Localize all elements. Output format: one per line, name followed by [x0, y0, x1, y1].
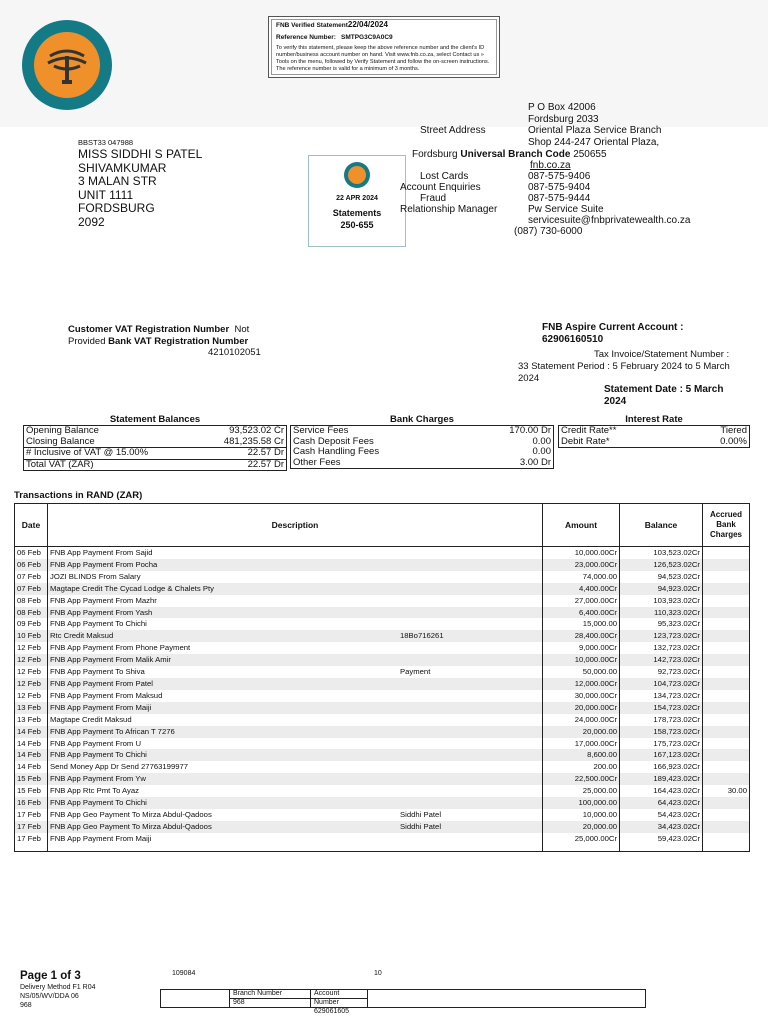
footer-number-1: 109084 [172, 970, 196, 977]
balance-label: Closing Balance [26, 435, 95, 447]
address-line: 2092 [78, 214, 105, 229]
stamp-label: Statements [332, 208, 382, 218]
tx-date: 17 Feb [15, 809, 48, 821]
tx-balance: 164,423.02Cr [620, 785, 703, 797]
interest-title: Interest Rate [625, 414, 683, 425]
tx-description [48, 678, 543, 690]
tx-description-text: FNB App Geo Payment To Mirza Abdul-Qadoos [50, 821, 212, 831]
account-number-label: Account [311, 990, 368, 999]
tx-accrued-charges [703, 607, 750, 619]
table-row [15, 797, 750, 809]
balance-value: 481,235.58 Cr [223, 435, 284, 447]
tx-description [48, 773, 543, 785]
branch-number-label: Branch Number [230, 990, 311, 999]
tx-description-text: FNB App Payment To Chichi [50, 619, 147, 629]
tx-balance: 92,723.02Cr [620, 666, 703, 678]
balance-value: 22.57 Dr [247, 458, 284, 470]
tx-accrued-charges [703, 559, 750, 571]
website-link[interactable]: fnb.co.za [530, 160, 571, 171]
tx-amount: 17,000.00Cr [543, 738, 620, 750]
interest-value: Tiered [720, 425, 747, 436]
footer-account-number: 629061605 [314, 1008, 350, 1015]
verified-title: FNB Verified Statement [276, 22, 348, 29]
tx-balance: 94,923.02Cr [620, 583, 703, 595]
tx-balance: 142,723.02Cr [620, 654, 703, 666]
charges-table [290, 425, 554, 469]
tx-amount: 20,000.00 [543, 821, 620, 833]
street-line-1: Oriental Plaza Service Branch [528, 125, 662, 136]
tx-description-text: FNB App Payment From Maiji [50, 833, 152, 843]
delivery-method: Delivery Method F1 R04 [20, 984, 96, 991]
branch-code-label: Universal Branch Code [460, 149, 571, 160]
verified-statement-box [268, 16, 500, 78]
tx-amount: 25,000.00 [543, 785, 620, 797]
tx-description [48, 797, 543, 809]
tx-date: 14 Feb [15, 749, 48, 761]
client-codes: BBST33 047988 [78, 138, 134, 147]
tx-description [48, 833, 543, 845]
table-row [15, 761, 750, 773]
tx-accrued-charges [703, 654, 750, 666]
balances-title: Statement Balances [109, 414, 201, 425]
table-row [15, 559, 750, 571]
tx-balance: 103,923.02Cr [620, 595, 703, 607]
tx-accrued-charges [703, 809, 750, 821]
tx-accrued-charges [703, 797, 750, 809]
account-number: 62906160510 [542, 334, 604, 345]
customer-vat-value: Not [234, 324, 250, 335]
fraud-number: 087-575-9444 [528, 193, 591, 204]
tx-amount: 27,000.00Cr [543, 595, 620, 607]
tx-balance: 158,723.02Cr [620, 726, 703, 738]
tx-accrued-charges [703, 773, 750, 785]
tx-description-text: FNB App Payment From Maiji [50, 702, 152, 712]
tx-date: 14 Feb [15, 738, 48, 750]
spacer-cell [620, 845, 703, 852]
table-row [15, 690, 750, 702]
tx-reference: Payment [400, 667, 431, 677]
footer-code: 968 [20, 1002, 32, 1009]
relationship-manager-label: Relationship Manager [400, 204, 498, 215]
charge-value: 3.00 Dr [519, 456, 551, 468]
tx-balance: 154,723.02Cr [620, 702, 703, 714]
tx-amount: 100,000.00 [543, 797, 620, 809]
interest-label: Credit Rate** [561, 425, 617, 436]
statement-period: 33 Statement Period : 5 February 2024 to 5 March [518, 361, 730, 372]
tx-date: 07 Feb [15, 571, 48, 583]
table-row [15, 583, 750, 595]
service-phone: (087) 730-6000 [514, 226, 583, 237]
tx-description-text: FNB App Payment To Shiva [50, 667, 145, 677]
tx-description-text: FNB App Payment To Chichi [50, 798, 147, 808]
service-email[interactable]: servicesuite@fnbprivatewealth.co.za [528, 215, 691, 226]
tx-balance: 104,723.02Cr [620, 678, 703, 690]
tx-accrued-charges [703, 666, 750, 678]
tx-description-text: FNB App Rtc Pmt To Ayaz [50, 786, 140, 796]
tx-description-text: FNB App Payment From Mazhr [50, 595, 157, 605]
tx-balance: 94,523.02Cr [620, 571, 703, 583]
tx-balance: 103,523.02Cr [620, 547, 703, 559]
balance-label: Total VAT (ZAR) [26, 458, 94, 470]
tx-amount: 200.00 [543, 761, 620, 773]
tx-description-text: FNB App Payment To African T 7276 [50, 726, 175, 736]
statement-stamp [308, 155, 406, 247]
account-enquiries-label: Account Enquiries [400, 182, 481, 193]
table-row [15, 666, 750, 678]
tx-accrued-charges [703, 761, 750, 773]
spacer-cell [543, 845, 620, 852]
tx-accrued-charges [703, 738, 750, 750]
footer-number-2: 10 [374, 970, 382, 977]
lost-cards-number: 087-575-9406 [528, 171, 591, 182]
tx-amount: 9,000.00Cr [543, 642, 620, 654]
tx-description [48, 821, 543, 833]
tx-description [48, 726, 543, 738]
tx-amount: 20,000.00 [543, 726, 620, 738]
tx-balance: 132,723.02Cr [620, 642, 703, 654]
tx-accrued-charges [703, 583, 750, 595]
charges-title: Bank Charges [390, 414, 454, 425]
table-row [15, 749, 750, 761]
tx-description [48, 738, 543, 750]
table-row [15, 833, 750, 845]
transactions-body [15, 547, 750, 852]
tx-date: 15 Feb [15, 773, 48, 785]
customer-vat-provided: Provided [68, 335, 106, 347]
tx-description-text: FNB App Payment From Patel [50, 678, 153, 688]
charge-label: Cash Deposit Fees [293, 435, 374, 447]
tx-date: 08 Feb [15, 607, 48, 619]
tx-balance: 110,323.02Cr [620, 607, 703, 619]
po-city: Fordsburg 2033 [528, 114, 599, 125]
tx-date: 12 Feb [15, 642, 48, 654]
tx-accrued-charges: 30.00 [703, 785, 750, 797]
tx-description-text: Send Money App Dr Send 27763199977 [50, 762, 189, 772]
tx-description [48, 607, 543, 619]
tx-amount: 10,000.00Cr [543, 547, 620, 559]
tx-amount: 74,000.00 [543, 571, 620, 583]
address-line: MISS SIDDHI S PATEL [78, 147, 203, 161]
relationship-manager: Pw Service Suite [528, 204, 604, 215]
bank-vat-number: 4210102051 [208, 347, 261, 358]
table-row [15, 785, 750, 797]
table-row [15, 714, 750, 726]
tx-amount: 10,000.00Cr [543, 654, 620, 666]
branch-number-value: 968 [230, 999, 311, 1008]
tx-description-text: FNB App Payment From Malik Amir [50, 655, 171, 665]
city-prefix: Fordsburg [412, 149, 458, 160]
street-label: Street Address [420, 125, 486, 136]
table-row [15, 702, 750, 714]
tx-date: 12 Feb [15, 690, 48, 702]
tx-accrued-charges [703, 678, 750, 690]
tx-description [48, 583, 543, 595]
stamp-date: 22 APR 2024 [336, 195, 378, 202]
tx-amount: 4,400.00Cr [543, 583, 620, 595]
tx-description-text: Magtape Credit Maksud [50, 714, 132, 724]
interest-value: 0.00% [720, 435, 747, 447]
tx-accrued-charges [703, 642, 750, 654]
tx-description [48, 785, 543, 797]
tx-date: 17 Feb [15, 821, 48, 833]
transactions-title: Transactions in RAND (ZAR) [14, 490, 143, 501]
address-line: SHIVAMKUMAR [78, 160, 167, 175]
table-row [15, 630, 750, 642]
address-line: UNIT 1111 [78, 187, 134, 202]
tx-description [48, 559, 543, 571]
tx-date: 17 Feb [15, 833, 48, 845]
tx-date: 06 Feb [15, 547, 48, 559]
table-row [15, 547, 750, 559]
tx-amount: 6,400.00Cr [543, 607, 620, 619]
date-header: Date [15, 504, 48, 547]
address-line: 3 MALAN STR [78, 174, 157, 188]
tx-accrued-charges [703, 833, 750, 845]
tx-reference: 18Bo716261 [400, 631, 444, 641]
spacer-cell [48, 845, 543, 852]
balance-value: 93,523.02 Cr [229, 425, 284, 436]
fnb-logo [22, 20, 112, 110]
tx-description-text: Magtape Credit The Cycad Lodge & Chalets Pty [50, 583, 214, 593]
tx-description-text: FNB App Payment To Chichi [50, 750, 147, 760]
tx-description-text: FNB App Payment From Yw [50, 774, 146, 784]
tx-amount: 8,600.00 [543, 749, 620, 761]
tx-date: 09 Feb [15, 618, 48, 630]
charge-value: 0.00 [532, 446, 551, 458]
tx-balance: 64,423.02Cr [620, 797, 703, 809]
tx-description [48, 595, 543, 607]
tx-reference: Siddhi Patel [400, 821, 442, 831]
spacer-cell [15, 845, 48, 852]
bank-vat-label: Bank VAT Registration Number [108, 335, 249, 347]
tx-date: 12 Feb [15, 666, 48, 678]
reference-number: SMTPG3C9A0C9 [340, 33, 393, 41]
tx-description [48, 666, 543, 678]
tx-amount: 15,000.00 [543, 618, 620, 630]
table-row [15, 607, 750, 619]
verify-instructions: To verify this statement, please keep the above reference number and the client's ID number/business account number on hand. Visit www.fnb.co.za, select Contact us » Tools on the menu, followed by Verify Statement and follow the on-screen instructions. The reference number is valid for a minimum of 3 months. [276, 45, 490, 72]
account-enquiries-number: 087-575-9404 [528, 182, 591, 193]
spacer-cell [703, 845, 750, 852]
balance-value: 22.57 Dr [247, 447, 284, 459]
tx-description [48, 547, 543, 559]
charge-label: Service Fees [293, 425, 349, 436]
table-row [15, 642, 750, 654]
table-row [15, 595, 750, 607]
tx-description [48, 714, 543, 726]
account-number-label-2: Number [311, 999, 368, 1008]
tx-description [48, 749, 543, 761]
interest-label: Debit Rate* [561, 435, 610, 447]
table-row [15, 571, 750, 583]
description-header: Description [48, 504, 543, 547]
fraud-label: Fraud [420, 193, 447, 204]
statement-date: Statement Date : 5 March [604, 384, 724, 395]
street-line-2: Shop 244-247 Oriental Plaza, [528, 137, 660, 148]
table-row [15, 726, 750, 738]
tx-accrued-charges [703, 571, 750, 583]
branch-code: 250655 [573, 149, 607, 160]
tx-accrued-charges [703, 821, 750, 833]
table-row [15, 654, 750, 666]
balance-header: Balance [620, 504, 703, 547]
tx-description-text: FNB App Payment From Pocha [50, 559, 158, 569]
lost-cards-label: Lost Cards [420, 171, 469, 182]
charge-label: Cash Handling Fees [293, 446, 380, 458]
table-row [15, 809, 750, 821]
customer-vat-label: Customer VAT Registration Number [68, 324, 230, 335]
transactions-table [14, 503, 750, 852]
tx-date: 16 Feb [15, 797, 48, 809]
tx-description-text: Rtc Credit Maksud [50, 631, 114, 641]
tx-description-text: FNB App Payment From Maksud [50, 690, 163, 700]
tx-balance: 175,723.02Cr [620, 738, 703, 750]
statement-date-year: 2024 [604, 396, 627, 407]
tx-description [48, 809, 543, 821]
accrued-charges-header: Accrued Bank Charges [703, 504, 750, 547]
tx-reference: Siddhi Patel [400, 809, 442, 819]
stamp-number: 250-655 [340, 220, 374, 230]
tx-amount: 30,000.00Cr [543, 690, 620, 702]
tx-description-text: JOZI BLINDS From Salary [50, 571, 141, 581]
tx-balance: 34,423.02Cr [620, 821, 703, 833]
tx-amount: 10,000.00 [543, 809, 620, 821]
branch-row [412, 149, 607, 160]
tx-description-text: FNB App Payment From U [50, 738, 141, 748]
interest-table [558, 425, 750, 448]
tx-accrued-charges [703, 618, 750, 630]
balance-label: Opening Balance [26, 425, 99, 436]
ns-code: NS/05/WV/DDA 06 [20, 993, 79, 1000]
tx-amount: 25,000.00Cr [543, 833, 620, 845]
verified-date: 22/04/2024 [347, 20, 388, 29]
charge-value: 170.00 Dr [509, 425, 551, 436]
table-spacer-row [15, 845, 750, 852]
tx-accrued-charges [703, 547, 750, 559]
tx-accrued-charges [703, 702, 750, 714]
tx-accrued-charges [703, 714, 750, 726]
table-row [15, 773, 750, 785]
tx-accrued-charges [703, 630, 750, 642]
tx-description-text: FNB App Geo Payment To Mirza Abdul-Qadoos [50, 809, 212, 819]
balances-table [23, 425, 287, 471]
tx-description-text: FNB App Payment From Sajid [50, 548, 153, 557]
table-row [15, 678, 750, 690]
tx-date: 13 Feb [15, 714, 48, 726]
tx-date: 10 Feb [15, 630, 48, 642]
tx-date: 08 Feb [15, 595, 48, 607]
tx-date: 14 Feb [15, 726, 48, 738]
tx-description [48, 702, 543, 714]
stamp-logo-icon [344, 162, 370, 188]
balance-label: # Inclusive of VAT @ 15.00% [26, 447, 149, 459]
tx-date: 07 Feb [15, 583, 48, 595]
table-row [15, 618, 750, 630]
tx-balance: 134,723.02Cr [620, 690, 703, 702]
tx-accrued-charges [703, 726, 750, 738]
tx-description [48, 630, 543, 642]
table-row [15, 738, 750, 750]
tx-accrued-charges [703, 749, 750, 761]
tx-description [48, 618, 543, 630]
tax-invoice-label: Tax Invoice/Statement Number : [594, 349, 730, 360]
tx-description-text: FNB App Payment From Phone Payment [50, 643, 191, 653]
tx-amount: 50,000.00 [543, 666, 620, 678]
reference-label: Reference Number: [276, 33, 336, 41]
amount-header: Amount [543, 504, 620, 547]
tx-amount: 22,500.00Cr [543, 773, 620, 785]
tx-accrued-charges [703, 690, 750, 702]
tx-date: 06 Feb [15, 559, 48, 571]
client-address [78, 148, 202, 229]
tx-description [48, 571, 543, 583]
footer-table [160, 989, 646, 1008]
tx-accrued-charges [703, 595, 750, 607]
tx-balance: 59,423.02Cr [620, 833, 703, 845]
charge-value: 0.00 [532, 435, 551, 447]
charge-label: Other Fees [293, 456, 341, 468]
address-line: FORDSBURG [78, 201, 155, 215]
po-box: P O Box 42006 [528, 102, 596, 113]
tx-balance: 95,323.02Cr [620, 618, 703, 630]
tx-description [48, 654, 543, 666]
tx-balance: 126,523.02Cr [620, 559, 703, 571]
tx-date: 13 Feb [15, 702, 48, 714]
tree-icon [34, 32, 100, 98]
account-name: FNB Aspire Current Account : [542, 322, 684, 333]
tx-amount: 24,000.00Cr [543, 714, 620, 726]
tx-date: 14 Feb [15, 761, 48, 773]
page-indicator: Page 1 of 3 [20, 970, 81, 982]
tx-amount: 23,000.00Cr [543, 559, 620, 571]
tx-description [48, 761, 543, 773]
tx-balance: 54,423.02Cr [620, 809, 703, 821]
tx-date: 15 Feb [15, 785, 48, 797]
tx-description [48, 642, 543, 654]
tx-date: 12 Feb [15, 654, 48, 666]
tx-amount: 20,000.00Cr [543, 702, 620, 714]
tx-balance: 167,123.02Cr [620, 749, 703, 761]
tx-description-text: FNB App Payment From Yash [50, 607, 153, 617]
tx-balance: 189,423.02Cr [620, 773, 703, 785]
tx-amount: 12,000.00Cr [543, 678, 620, 690]
tx-description [48, 690, 543, 702]
vat-info [68, 324, 249, 347]
statement-period-year: 2024 [518, 373, 540, 384]
tx-balance: 178,723.02Cr [620, 714, 703, 726]
tx-balance: 166,923.02Cr [620, 761, 703, 773]
table-row [15, 821, 750, 833]
tx-date: 12 Feb [15, 678, 48, 690]
tx-amount: 28,400.00Cr [543, 630, 620, 642]
tx-balance: 123,723.02Cr [620, 630, 703, 642]
